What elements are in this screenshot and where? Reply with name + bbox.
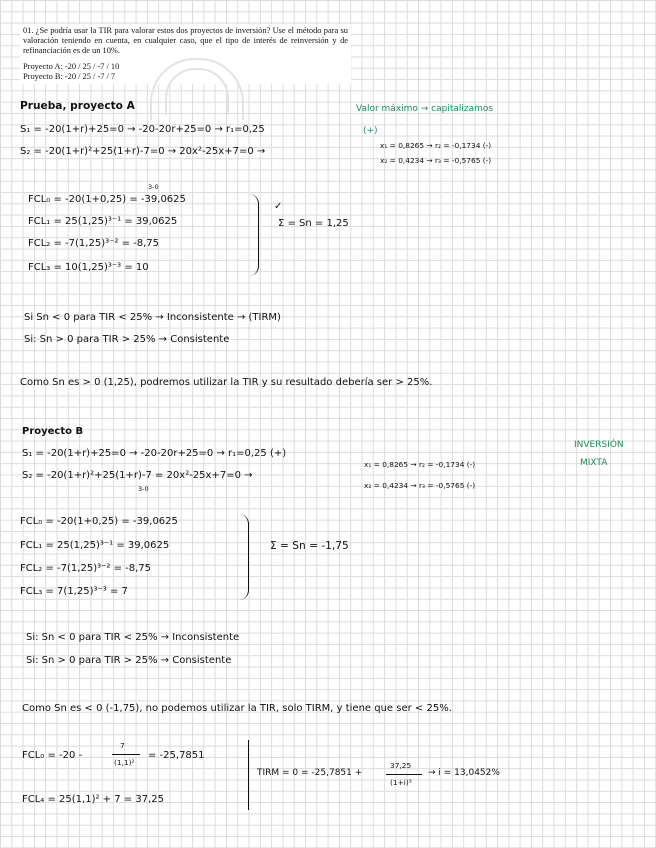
b-sum: Σ = Sn = -1,75 [270, 540, 349, 552]
b-conclusion: Como Sn es < 0 (-1,75), no podemos utilizar la TIR, solo TIRM, y tiene que ser < 25%. [22, 703, 452, 714]
tirm-denominator: (1+i)³ [390, 778, 412, 787]
tirm-result: → i = 13,0452% [428, 768, 500, 778]
tirm-fcl0-denominator: (1,1)² [114, 758, 135, 767]
a-condition-negative: Si Sn < 0 para TIR < 25% → Inconsistente → (TIRM) [24, 312, 281, 323]
project-b-label: Proyecto B: -20 / 25 / -7 / 7 [23, 72, 116, 81]
tirm-equation-left: TIRM = 0 = -25,7851 + [257, 768, 363, 778]
a-s1-equation: S₁ = -20(1+r)+25=0 → -20-20r+25=0 → r₁=0,25 [20, 124, 265, 135]
b-condition-positive: Si: Sn > 0 para TIR > 25% → Consistente [26, 655, 232, 666]
project-a-label: Proyecto A: -20 / 25 / -7 / 10 [23, 62, 120, 71]
b-root-x2: x₂ = 0,4234 → r₃ = -0,5765 (-) [364, 481, 476, 490]
b-s2-exponent: 3-0 [138, 485, 149, 493]
a-s2-equation: S₂ = -20(1+r)²+25(1+r)-7=0 → 20x²-25x+7=0 → [20, 146, 266, 157]
a-tick: ✓ [274, 201, 283, 212]
a-fcl-exponent: 3-0 [148, 183, 159, 191]
a-root-x2: x₂ = 0,4234 → r₃ = -0,5765 (-) [380, 156, 492, 165]
a-s1-sign: (+) [363, 126, 378, 136]
tirm-fcl4: FCL₄ = 25(1,1)² + 7 = 37,25 [22, 794, 164, 805]
b-root-x1: x₁ = 0,8265 → r₂ = -0,1734 (-) [364, 460, 476, 469]
b-brace [238, 514, 249, 600]
tirm-fcl0-fraction-bar [112, 754, 140, 755]
a-brace [248, 194, 259, 276]
b-s1-equation: S₁ = -20(1+r)+25=0 → -20-20r+25=0 → r₁=0,25 (+) [22, 448, 287, 459]
a-sum: Σ = Sn = 1,25 [278, 218, 349, 229]
section-a-title: Prueba, proyecto A [20, 100, 135, 112]
section-b-title: Proyecto B [22, 426, 84, 437]
a-condition-positive: Si: Sn > 0 para TIR > 25% → Consistente [24, 334, 230, 345]
tirm-numerator: 37,25 [390, 761, 412, 770]
tirm-fcl0-left: FCL₀ = -20 - [22, 750, 83, 761]
note-max-value: Valor máximo → capitalizamos [356, 104, 494, 114]
note-mixed-investment-2: MIXTA [580, 458, 608, 468]
tirm-fcl0-numerator: 7 [120, 741, 125, 750]
b-s2-equation: S₂ = -20(1+r)²+25(1+r)-7 = 20x²-25x+7=0 → [22, 470, 253, 481]
a-conclusion: Como Sn es > 0 (1,25), podremos utilizar la TIR y su resultado debería ser > 25%. [20, 377, 433, 388]
b-fcl2: FCL₂ = -7(1,25)³⁻² = -8,75 [20, 563, 151, 574]
question-text: 01. ¿Se podría usar la TIR para valorar estos dos proyectos de inversión? Use el método para su valoración teniendo en cuenta, en cualquier caso, que el tipo de interés de reinversión y de refinanciación es de un 10%. [23, 26, 348, 55]
watermark-arc-inner [165, 68, 229, 115]
a-fcl2: FCL₂ = -7(1,25)³⁻² = -8,75 [28, 238, 159, 249]
a-fcl3: FCL₃ = 10(1,25)³⁻³ = 10 [28, 262, 149, 273]
b-fcl0: FCL₀ = -20(1+0,25) = -39,0625 [20, 516, 178, 527]
note-mixed-investment-1: INVERSIÓN [574, 440, 624, 450]
tirm-fcl0-right: = -25,7851 [148, 750, 205, 761]
tirm-fraction-bar [386, 774, 422, 775]
b-fcl3: FCL₃ = 7(1,25)³⁻³ = 7 [20, 586, 128, 597]
a-fcl1: FCL₁ = 25(1,25)³⁻¹ = 39,0625 [28, 216, 178, 227]
a-root-x1: x₁ = 0,8265 → r₂ = -0,1734 (-) [380, 141, 492, 150]
tirm-brace [248, 740, 249, 810]
a-fcl0: FCL₀ = -20(1+0,25) = -39,0625 [28, 194, 186, 205]
b-fcl1: FCL₁ = 25(1,25)³⁻¹ = 39,0625 [20, 540, 170, 551]
b-condition-negative: Si: Sn < 0 para TIR < 25% → Inconsistente [26, 632, 240, 643]
